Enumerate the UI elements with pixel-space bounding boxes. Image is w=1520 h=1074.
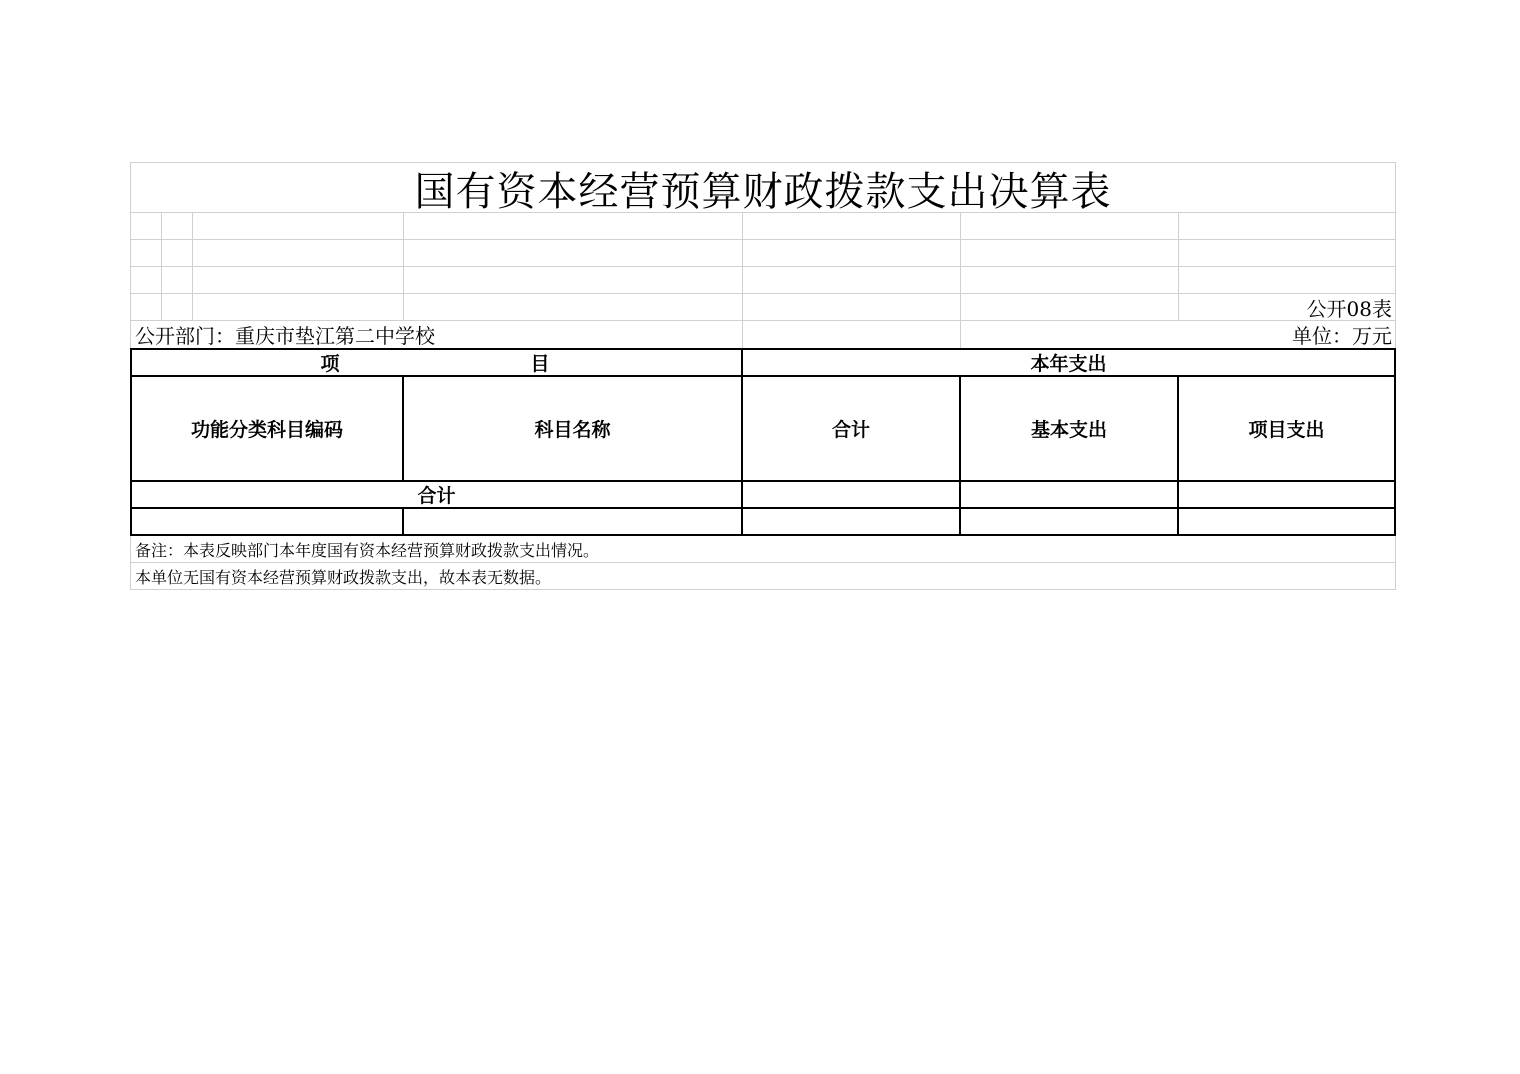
grid-line xyxy=(192,212,193,320)
header-name: 科目名称 xyxy=(534,419,611,441)
grid-line xyxy=(130,589,1396,590)
table-border xyxy=(1394,348,1396,536)
grid-line xyxy=(130,212,1396,213)
grid-line xyxy=(403,212,404,320)
table-row-name xyxy=(404,509,741,534)
header-project: 项目支出 xyxy=(1248,419,1325,441)
table-row-project xyxy=(1179,509,1394,534)
total-row-label: 合计 xyxy=(417,485,456,507)
grid-line xyxy=(130,239,1396,240)
total-row-total xyxy=(743,482,959,507)
total-row-basic xyxy=(961,482,1177,507)
unit-label: 单位：万元 xyxy=(1292,324,1392,348)
table-row-total xyxy=(743,509,959,534)
header-current-year: 本年支出 xyxy=(1030,353,1107,375)
budget-sheet xyxy=(130,162,1396,590)
header-total: 合计 xyxy=(831,419,870,441)
note-line-2: 本单位无国有资本经营预算财政拨款支出，故本表无数据。 xyxy=(135,567,552,587)
table-row-basic xyxy=(961,509,1177,534)
total-row-project xyxy=(1179,482,1394,507)
header-basic: 基本支出 xyxy=(1030,419,1107,441)
grid-line xyxy=(742,212,743,348)
header-item-right: 目 xyxy=(530,353,550,375)
header-item-left: 项 xyxy=(320,353,340,375)
note-line-1: 备注：本表反映部门本年度国有资本经营预算财政拨款支出情况。 xyxy=(135,540,600,560)
department-label: 公开部门：重庆市垫江第二中学校 xyxy=(135,324,435,348)
table-row-code xyxy=(132,509,402,534)
form-number: 公开08表 xyxy=(1306,297,1392,321)
grid-line xyxy=(960,212,961,348)
header-code: 功能分类科目编码 xyxy=(190,419,343,441)
page-title: 国有资本经营预算财政拨款支出决算表 xyxy=(414,168,1112,212)
grid-line xyxy=(130,266,1396,267)
grid-line xyxy=(161,212,162,320)
grid-line xyxy=(130,162,1396,163)
